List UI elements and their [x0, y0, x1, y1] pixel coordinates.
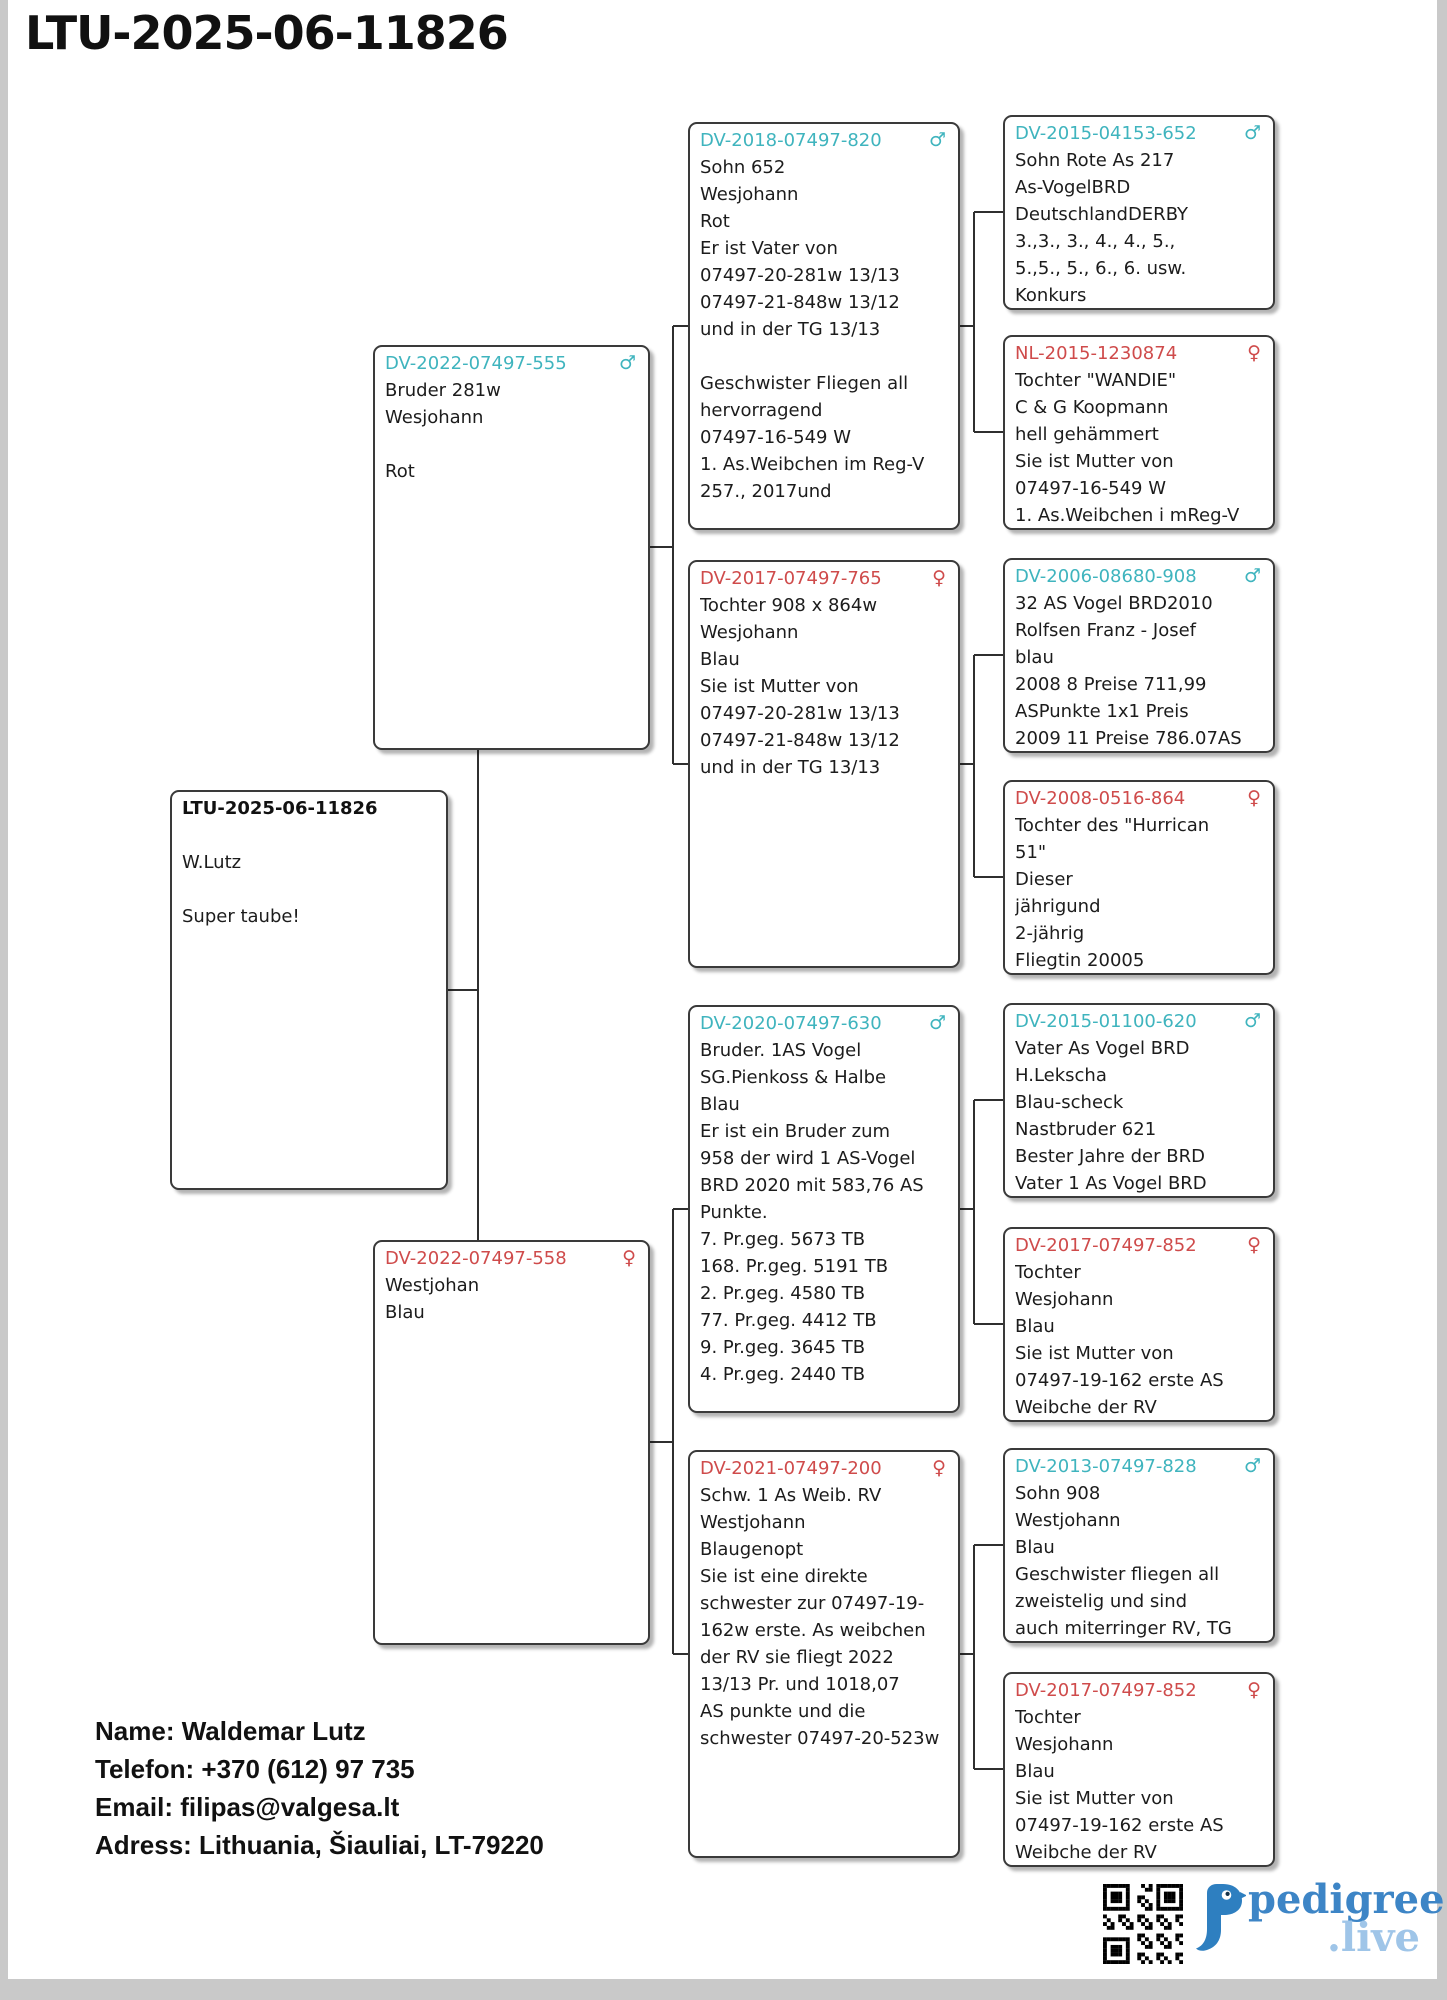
- sex-symbol-icon: ♂: [928, 129, 946, 151]
- pedigree-box-sire[interactable]: [373, 345, 650, 750]
- ring-number: DV-2017-07497-852: [1015, 1235, 1197, 1256]
- pedigree-box-ggp-4[interactable]: [1003, 780, 1275, 975]
- sex-symbol-icon: ♂: [1243, 1455, 1261, 1477]
- pedigree-box-text: Tochter Wesjohann Blau Sie ist Mutter von 07497-19-162 erste AS Weibche der RV: [1015, 1707, 1224, 1863]
- sex-symbol-icon: ♀: [932, 567, 946, 589]
- owner-address: Adress: Lithuania, Šiauliai, LT-79220: [95, 1830, 544, 1860]
- pedigree-box-grandsire-paternal[interactable]: [688, 122, 960, 530]
- ring-number: DV-2021-07497-200: [700, 1458, 882, 1479]
- owner-email: Email: filipas@valgesa.lt: [95, 1792, 400, 1822]
- pedigree-live-logo[interactable]: [1194, 1876, 1445, 1962]
- sex-symbol-icon: ♂: [1243, 122, 1261, 144]
- pedigree-box-text: Vater As Vogel BRD H.Lekscha Blau-scheck Nastbruder 621 Bester Jahre der BRD Vater 1 As Vogel BRD: [1015, 1038, 1207, 1194]
- sex-symbol-icon: ♂: [1243, 1010, 1261, 1032]
- ring-number: DV-2018-07497-820: [700, 130, 882, 151]
- sex-symbol-icon: ♀: [932, 1457, 946, 1479]
- pedigree-box-ggp-6[interactable]: [1003, 1227, 1275, 1422]
- pigeon-p-icon: [1194, 1880, 1246, 1954]
- sex-symbol-icon: ♀: [1247, 1679, 1261, 1701]
- sex-symbol-icon: ♀: [622, 1247, 636, 1269]
- pedigree-box-dam[interactable]: [373, 1240, 650, 1645]
- pedigree-box-ggp-2[interactable]: [1003, 335, 1275, 530]
- pedigree-box-granddam-maternal[interactable]: [688, 1450, 960, 1858]
- ring-number: DV-2022-07497-555: [385, 353, 567, 374]
- pedigree-box-grandsire-maternal[interactable]: [688, 1005, 960, 1413]
- sex-symbol-icon: ♀: [1247, 1234, 1261, 1256]
- sex-symbol-icon: ♀: [1247, 342, 1261, 364]
- pedigree-box-text: Sohn 908 Westjohann Blau Geschwister fliegen all zweistelig und sind auch miterringer RV, TG: [1015, 1483, 1232, 1639]
- ring-number: NL-2015-1230874: [1015, 343, 1178, 364]
- ring-number: DV-2017-07497-765: [700, 568, 882, 589]
- ring-number: DV-2006-08680-908: [1015, 566, 1197, 587]
- owner-name: Name: Waldemar Lutz: [95, 1716, 366, 1746]
- pedigree-box-text: 32 AS Vogel BRD2010 Rolfsen Franz - Josef blau 2008 8 Preise 711,99 ASPunkte 1x1 Preis 2009 11 Preise 786.07AS: [1015, 593, 1242, 749]
- logo-word: pedigree: [1248, 1876, 1445, 1923]
- owner-contact-block: [95, 1712, 544, 1864]
- pedigree-box-subject[interactable]: [170, 790, 448, 1190]
- sex-symbol-icon: ♂: [928, 1012, 946, 1034]
- pedigree-box-text: Bruder. 1AS Vogel SG.Pienkoss & Halbe Blau Er ist ein Bruder zum 958 der wird 1 AS-Vogel BRD 2020 mit 583,76 AS Punkte. 7. Pr.geg. 5673 TB 168. Pr.geg. 5191 TB 2. Pr.geg. 4580 TB 77. Pr.geg. 4412 TB 9. Pr.geg. 3645 TB 4. Pr.geg. 2440 TB: [700, 1040, 924, 1385]
- pedigree-box-text: Tochter "WANDIE" C & G Koopmann hell gehämmert Sie ist Mutter von 07497-16-549 W 1. As.Weibchen i mReg-V: [1015, 370, 1240, 526]
- pedigree-box-text: W.Lutz Super taube!: [182, 852, 300, 927]
- sex-symbol-icon: ♂: [618, 352, 636, 374]
- ring-number: DV-2017-07497-852: [1015, 1680, 1197, 1701]
- sex-symbol-icon: ♂: [1243, 565, 1261, 587]
- qr-code: [1103, 1884, 1183, 1964]
- pedigree-box-ggp-8[interactable]: [1003, 1672, 1275, 1867]
- pedigree-box-ggp-1[interactable]: [1003, 115, 1275, 310]
- pedigree-box-text: Tochter 908 x 864w Wesjohann Blau Sie ist Mutter von 07497-20-281w 13/13 07497-21-848w 13/12 und in der TG 13/13: [700, 595, 900, 778]
- owner-phone: Telefon: +370 (612) 97 735: [95, 1754, 415, 1784]
- logo-tld: .live: [1326, 1914, 1420, 1961]
- pedigree-box-granddam-paternal[interactable]: [688, 560, 960, 968]
- pedigree-box-ggp-3[interactable]: [1003, 558, 1275, 753]
- pedigree-box-text: Tochter Wesjohann Blau Sie ist Mutter von 07497-19-162 erste AS Weibche der RV: [1015, 1262, 1224, 1418]
- pedigree-box-ggp-7[interactable]: [1003, 1448, 1275, 1643]
- ring-number: DV-2015-01100-620: [1015, 1011, 1197, 1032]
- pedigree-box-text: Tochter des "Hurrican 51" Dieser jährigund 2-jährig Fliegtin 20005: [1015, 815, 1210, 971]
- pedigree-box-ggp-5[interactable]: [1003, 1003, 1275, 1198]
- ring-number: LTU-2025-06-11826: [182, 798, 378, 819]
- pedigree-box-text: Schw. 1 As Weib. RV Westjohann Blaugenopt Sie ist eine direkte schwester zur 07497-19- 162w erste. As weibchen der RV sie fliegt 2022 13/13 Pr. und 1018,07 AS punkte und die schwester 07497-20-523w: [700, 1485, 940, 1749]
- ring-number: DV-2020-07497-630: [700, 1013, 882, 1034]
- ring-number: DV-2008-0516-864: [1015, 788, 1186, 809]
- page-title: LTU-2025-06-11826: [25, 6, 508, 60]
- pedigree-box-text: Sohn 652 Wesjohann Rot Er ist Vater von 07497-20-281w 13/13 07497-21-848w 13/12 und in der TG 13/13 Geschwister Fliegen all hervorragend 07497-16-549 W 1. As.Weibchen im Reg-V 257., 2017und: [700, 157, 925, 502]
- sex-symbol-icon: ♀: [1247, 787, 1261, 809]
- ring-number: DV-2022-07497-558: [385, 1248, 567, 1269]
- pedigree-box-text: Sohn Rote As 217 As-VogelBRD DeutschlandDERBY 3.,3., 3., 4., 4., 5., 5.,5., 5., 6., 6. usw. Konkurs: [1015, 150, 1189, 306]
- ring-number: DV-2013-07497-828: [1015, 1456, 1197, 1477]
- pedigree-box-text: Westjohan Blau: [385, 1275, 480, 1323]
- pedigree-box-text: Bruder 281w Wesjohann Rot: [385, 380, 501, 482]
- ring-number: DV-2015-04153-652: [1015, 123, 1197, 144]
